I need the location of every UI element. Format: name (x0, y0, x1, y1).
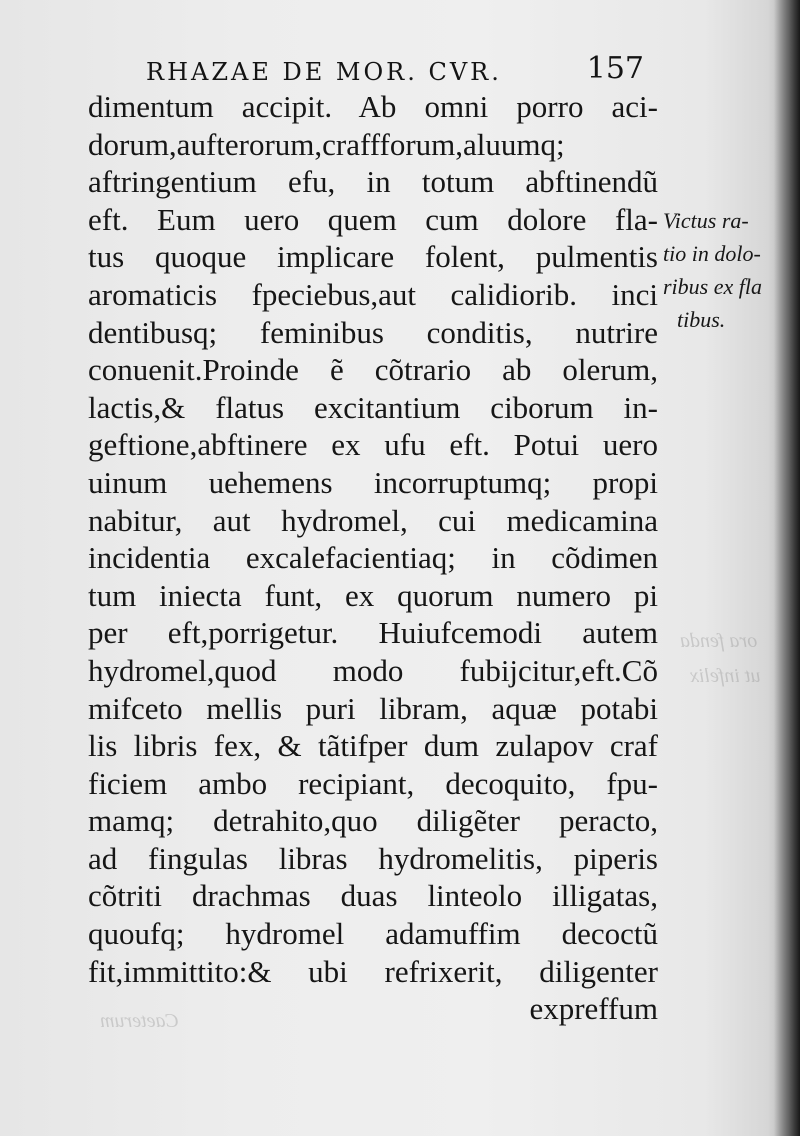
text-line: mifceto mellis puri libram, aquæ potabi (88, 690, 658, 726)
binding-gutter-shadow (774, 0, 800, 1136)
catchword: expreffum (529, 991, 658, 1027)
text-line: dentibusq; feminibus conditis, nutrire (88, 314, 658, 350)
page-number: 157 (586, 51, 644, 86)
text-line: hydromel,quod modo fubijcitur,eft.Cõ (88, 652, 658, 688)
text-line: quoufq; hydromel adamuffim decoctũ (88, 916, 658, 952)
bleed-through-ghost: ut infelix (690, 665, 761, 687)
text-line: cõtriti drachmas duas linteolo illigatas, (88, 878, 658, 914)
text-line: ad fingulas libras hydromelitis, piperis (88, 840, 658, 876)
running-title: RHAZAE DE MOR. CVR. (146, 58, 502, 86)
text-line: geftione,abftinere ex ufu eft. Potui uero (88, 427, 658, 463)
text-line: dimentum accipit. Ab omni porro aci- (88, 89, 658, 124)
text-line: tum iniecta funt, ex quorum numero pi (88, 577, 658, 613)
text-line: aftringentium efu, in totum abftinendũ (88, 164, 658, 200)
text-line: lis libris fex, & tãtifper dum zulapov craf (88, 728, 658, 764)
text-line: incidentia excalefacientiaq; in cõdimen (88, 540, 658, 576)
text-line: ficiem ambo recipiant, decoquito, fpu- (88, 765, 658, 801)
bleed-through-ghost: ora fenda (680, 630, 758, 652)
marginal-note (663, 204, 783, 336)
marginal-note-line: ribus ex fla (663, 274, 762, 299)
bleed-through-ghost: Caeterum (100, 1010, 179, 1032)
text-line: dorum,aufterorum,craffforum,aluumq; (88, 126, 565, 162)
text-line: aromaticis fpeciebus,aut calidiorib. inci (88, 276, 658, 312)
text-line: lactis,& flatus excitantium ciborum in- (88, 389, 658, 425)
running-head (146, 42, 646, 86)
marginal-note-line: tio in dolo- (663, 241, 761, 266)
text-line: fit,immittito:& ubi refrixerit, diligenter (88, 953, 658, 989)
text-line: nabitur, aut hydromel, cui medicamina (88, 502, 658, 538)
text-line: uinum uehemens incorruptumq; propi (88, 464, 658, 500)
marginal-note-line: Victus ra- (663, 208, 749, 233)
text-line: eft. Eum uero quem cum dolore fla- (88, 201, 658, 237)
text-line: per eft,porrigetur. Huiufcemodi autem (88, 615, 658, 651)
text-line: mamq; detrahito,quo diligẽter peracto, (88, 803, 658, 839)
text-line: conuenit.Proinde ẽ cõtrario ab olerum, (88, 352, 658, 388)
marginal-note-line: tibus. (677, 307, 726, 332)
body-text (88, 88, 658, 1028)
text-line: tus quoque implicare folent, pulmentis (88, 239, 658, 275)
